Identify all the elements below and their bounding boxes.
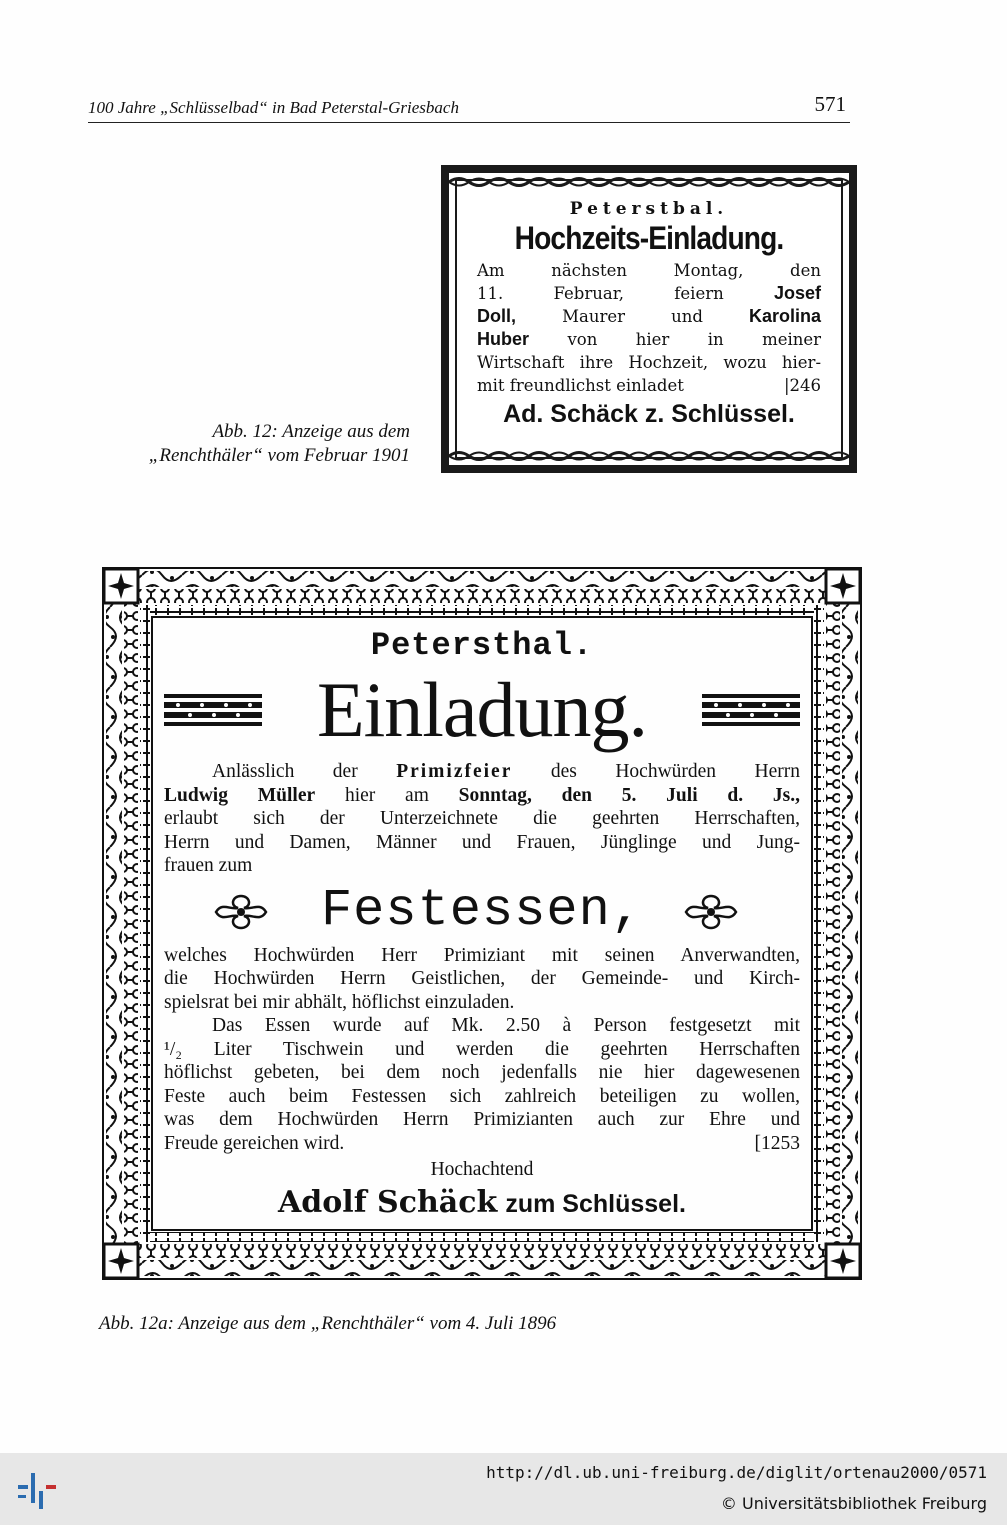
running-title: 100 Jahre „Schlüsselbad“ in Bad Peterstal-Griesbach xyxy=(88,98,459,117)
text: ihre xyxy=(579,353,614,372)
text-line: höflichst gebeten, bei dem noch jedenfalls nie hier dagewesenen xyxy=(164,1062,800,1083)
text: meiner xyxy=(762,330,822,349)
ub-freiburg-logo-icon xyxy=(14,1465,62,1513)
caption-figure-12 xyxy=(149,420,410,468)
occasion: Primizfeier xyxy=(396,761,513,782)
ad2-headline-row xyxy=(164,664,800,756)
priest-name: Ludwig Müller xyxy=(164,784,316,806)
ad1-line-5 xyxy=(477,351,821,374)
text: Hochzeit, xyxy=(628,353,709,372)
decorative-bars-icon xyxy=(164,692,262,728)
text-line: Herrn und Damen, Männer und Frauen, Jünglinge und Jung- xyxy=(164,831,800,853)
ad2-content xyxy=(164,627,800,1224)
ad2-feast-title: Festessen, xyxy=(320,880,644,940)
text-line: spielsrat bei mir abhält, höflichst einzuladen. xyxy=(164,991,515,1013)
text-line xyxy=(164,1132,800,1156)
running-header xyxy=(88,92,850,123)
ad1-headline: Hochzeits-Einladung. xyxy=(514,220,784,256)
signature-name: Adolf Schäck xyxy=(278,1185,498,1220)
text: Februar, xyxy=(553,284,625,303)
text: feiern xyxy=(674,284,724,303)
text: in xyxy=(707,330,724,349)
text: wozu xyxy=(723,353,767,372)
text: hier- xyxy=(781,353,822,372)
ad2-town: Petersthal. xyxy=(370,627,594,664)
advertisement-feast-invitation xyxy=(102,567,862,1280)
ad-number: [1253 xyxy=(754,1132,800,1154)
text-line: was dem Hochwürden Herrn Primizianten auch zur Ehre und xyxy=(164,1109,800,1130)
text-line: erlaubt sich der Unterzeichnete die geehrten Herrschaften, xyxy=(164,808,800,829)
text: Montag, xyxy=(673,261,744,280)
caption-figure-12a: Abb. 12a: Anzeige aus dem „Renchthäler“ vom 4. Juli 1896 xyxy=(99,1313,557,1334)
text: hier am xyxy=(344,784,429,806)
ad2-paragraph-3 xyxy=(164,1014,800,1155)
ad1-line-4 xyxy=(477,328,821,351)
text: den xyxy=(790,261,822,280)
library-footer xyxy=(0,1453,1007,1525)
ad1-signature: Ad. Schäck z. Schlüssel. xyxy=(503,400,795,428)
advertisement-wedding-invitation xyxy=(441,165,857,473)
ad2-signature xyxy=(164,1183,800,1224)
text: Anlässlich der xyxy=(212,761,358,782)
bride-name: Karolina xyxy=(748,306,822,326)
text-line: Feste auch beim Festessen sich zahlreich beteiligen zu wollen, xyxy=(164,1085,800,1107)
signature-rest: zum Schlüssel. xyxy=(505,1190,686,1218)
text: 11. xyxy=(477,284,504,303)
text-line xyxy=(164,784,800,808)
ad1-line-6 xyxy=(477,374,821,397)
ad2-feast-row xyxy=(164,878,800,944)
text: mit freundlichst einladet xyxy=(477,376,684,395)
ad2-paragraph-1 xyxy=(164,760,800,878)
ad1-line-3 xyxy=(477,305,821,328)
groom-surname: Doll, xyxy=(477,306,516,326)
text-line xyxy=(164,760,800,784)
ad2-headline: Einladung. xyxy=(316,666,648,753)
ad-number: |246 xyxy=(783,376,821,395)
text-line: die Hochwürden Herrn Geistlichen, der Gemeinde- und Kirch- xyxy=(164,968,800,989)
ad2-greeting: Hochachtend xyxy=(430,1159,534,1180)
text: von xyxy=(567,330,598,349)
text-line: Das Essen wurde auf Mk. 2.50 à Person festgesetzt mit xyxy=(212,1015,800,1036)
permalink-url[interactable]: http://dl.ub.uni-freiburg.de/diglit/ortenau2000/0571 xyxy=(486,1463,987,1482)
text: nächsten xyxy=(551,261,628,280)
text: Wirtschaft xyxy=(477,353,565,372)
text: Freude gereichen wird. xyxy=(164,1132,345,1154)
caption-line: „Renchthäler“ vom Februar 1901 xyxy=(148,445,410,466)
groom-name: Josef xyxy=(773,283,822,303)
ad1-line-1 xyxy=(477,259,821,282)
text-line: ¹/₂ Liter Tischwein und werden die geehrten Herrschaften xyxy=(164,1038,800,1060)
copyright-notice: © Universitätsbibliothek Freiburg xyxy=(720,1494,987,1513)
text: des Hochwürden Herrn xyxy=(550,761,801,782)
text: hier xyxy=(635,330,670,349)
ad1-town: Peterstbal. xyxy=(569,199,729,219)
ornament-border-top xyxy=(449,175,849,189)
fleuron-icon xyxy=(212,892,270,932)
ad1-line-2 xyxy=(477,282,821,305)
text: Maurer und xyxy=(562,307,703,326)
event-date: Sonntag, den 5. Juli d. Js., xyxy=(458,784,801,806)
ad2-paragraph-2 xyxy=(164,944,800,1015)
caption-line: Abb. 12: Anzeige aus dem xyxy=(212,421,410,442)
ad1-body xyxy=(477,259,821,397)
decorative-bars-icon xyxy=(702,692,800,728)
text-line: welches Hochwürden Herr Primiziant mit seinen Anverwandten, xyxy=(164,944,800,966)
fleuron-icon xyxy=(682,892,740,932)
text-line: frauen zum xyxy=(164,855,253,876)
bride-surname: Huber xyxy=(477,329,530,349)
text: Am xyxy=(477,261,505,280)
page-number: 571 xyxy=(814,92,846,116)
ornament-border-bottom xyxy=(449,449,849,463)
